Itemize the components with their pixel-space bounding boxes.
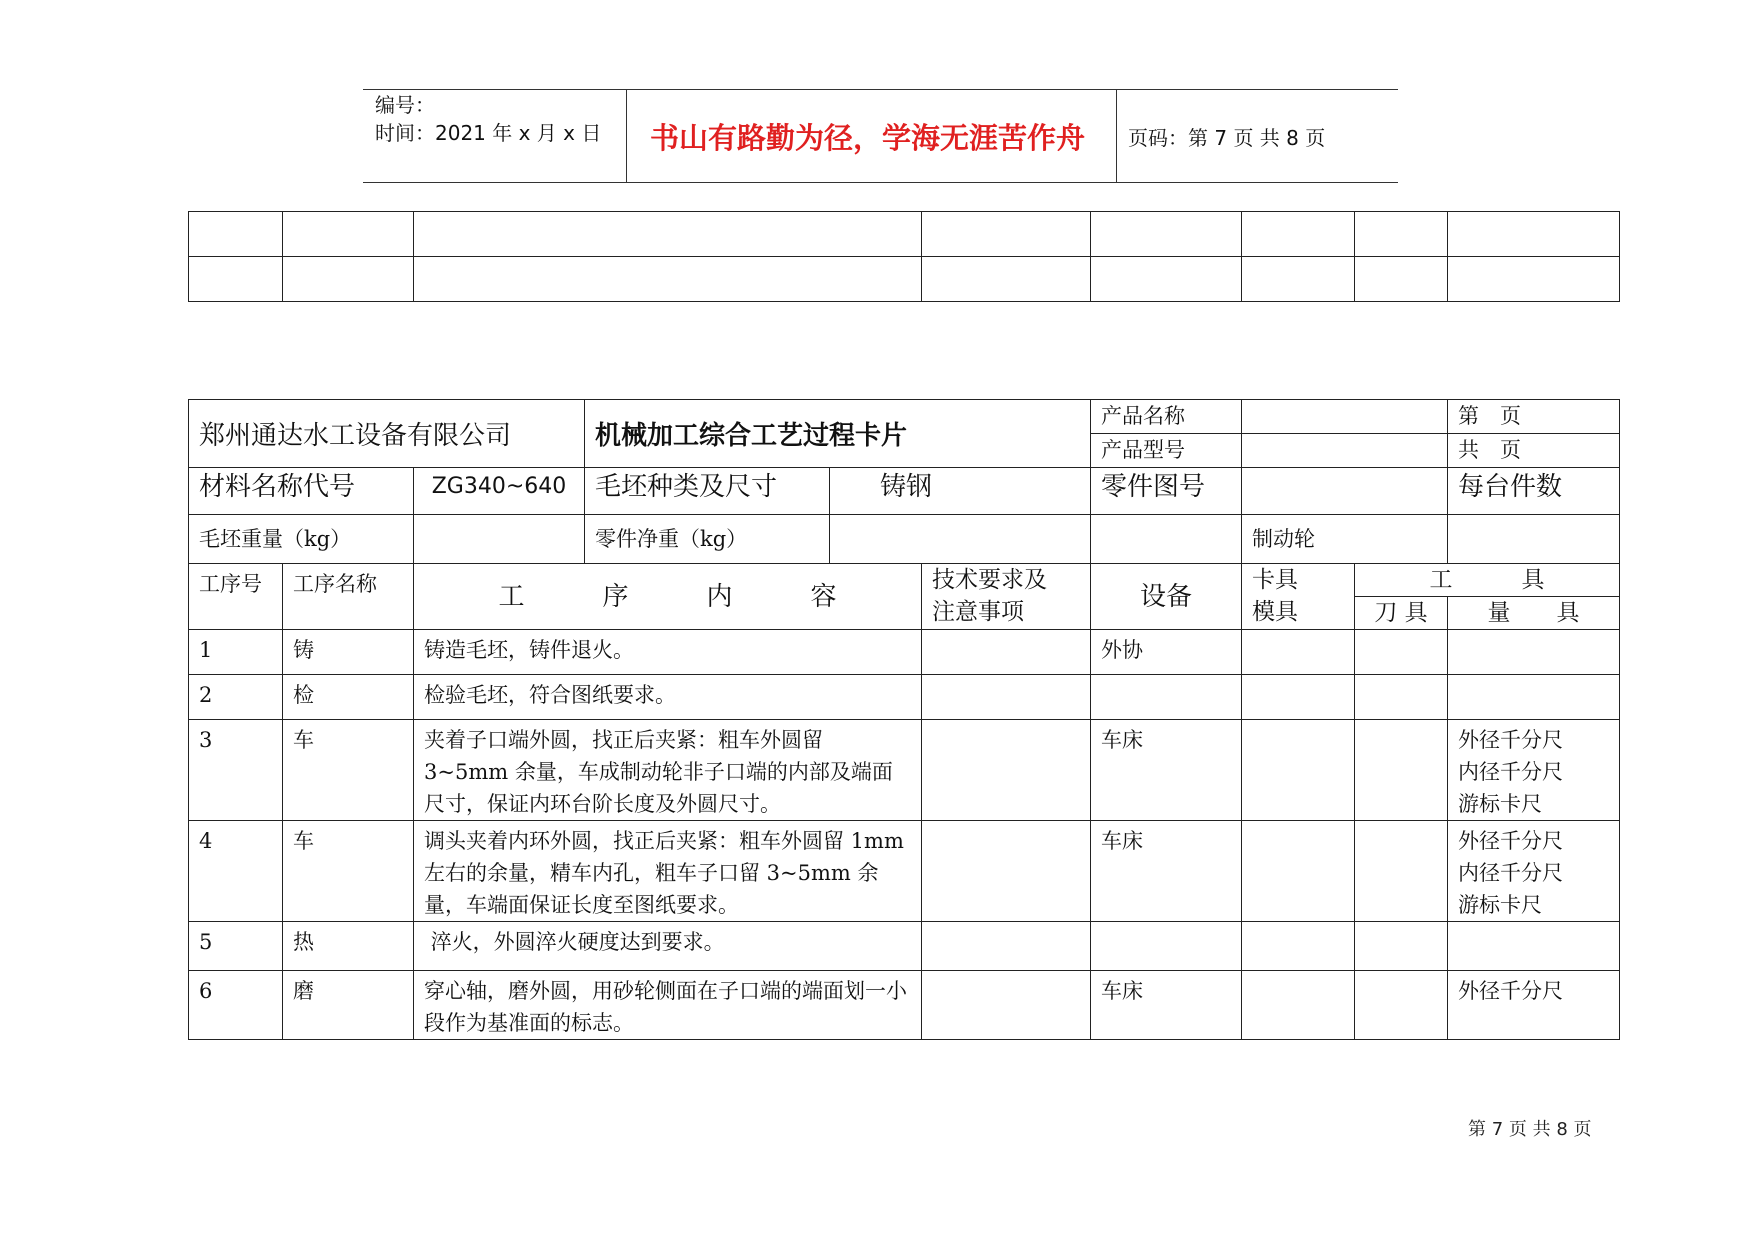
col-header-fixture: 卡具 模具 xyxy=(1242,564,1355,630)
row-name: 车 xyxy=(283,821,414,922)
row-content: 夹着子口端外圆，找正后夹紧：粗车外圆留 3~5mm 余量，车成制动轮非子口端的内部及端面尺寸，保证内环台阶长度及外圆尺寸。 xyxy=(414,720,922,821)
row-equip xyxy=(1091,922,1242,971)
row-tech xyxy=(922,922,1091,971)
row-seq: 2 xyxy=(189,675,283,720)
blank-cell xyxy=(283,257,414,302)
table-row xyxy=(189,922,1620,971)
blank-cell xyxy=(1355,257,1448,302)
row-name: 车 xyxy=(283,720,414,821)
row-cutter xyxy=(1355,675,1448,720)
row-name: 检 xyxy=(283,675,414,720)
blank-weight-value xyxy=(414,515,585,564)
product-name-label: 产品名称 xyxy=(1091,400,1242,434)
row-fixture xyxy=(1242,720,1355,821)
blank-cell xyxy=(1448,212,1620,257)
company-name: 郑州通达水工设备有限公司 xyxy=(189,400,585,468)
row-cutter xyxy=(1355,630,1448,675)
header-top-rule xyxy=(363,89,1398,90)
row-equip: 车床 xyxy=(1091,821,1242,922)
row-fixture xyxy=(1242,630,1355,675)
row-seq: 3 xyxy=(189,720,283,821)
blank-cell xyxy=(922,212,1091,257)
footer-page-info: 第 7 页 共 8 页 xyxy=(1468,1119,1592,1140)
header-motto: 书山有路勤为径，学海无涯苦作舟 xyxy=(650,121,1086,155)
blank-cell xyxy=(283,212,414,257)
row-equip: 车床 xyxy=(1091,971,1242,1040)
row-seq: 5 xyxy=(189,922,283,971)
blank-table xyxy=(188,211,1620,302)
blank-cell xyxy=(1091,212,1242,257)
blank-row xyxy=(189,257,1620,302)
card-title: 机械加工综合工艺过程卡片 xyxy=(585,400,1091,468)
blank-cell xyxy=(414,212,922,257)
per-unit-label: 每台件数 xyxy=(1448,468,1620,515)
blank-cell xyxy=(1355,212,1448,257)
header-page-info: 页码：第 7 页 共 8 页 xyxy=(1128,126,1326,150)
col-header-equip: 设备 xyxy=(1091,564,1242,630)
blank-row xyxy=(189,212,1620,257)
row-fixture xyxy=(1242,821,1355,922)
header-divider-right xyxy=(1116,89,1117,183)
row-equip xyxy=(1091,675,1242,720)
col-header-cutter: 刀 具 xyxy=(1355,597,1448,630)
row-gauge xyxy=(1448,630,1620,675)
page-no-label: 第 页 xyxy=(1448,400,1620,434)
row-tech xyxy=(922,821,1091,922)
row-tech xyxy=(922,971,1091,1040)
row-content: 调头夹着内环外圆，找正后夹紧：粗车外圆留 1mm 左右的余量，精车内孔，粗车子口留 3~5mm 余量，车端面保证长度至图纸要求。 xyxy=(414,821,922,922)
blank-cell xyxy=(1448,257,1620,302)
blank-cell xyxy=(1242,257,1355,302)
header-divider-left xyxy=(626,89,627,183)
blank-cell xyxy=(189,212,283,257)
row-tech xyxy=(922,675,1091,720)
row-fixture xyxy=(1242,971,1355,1040)
net-weight-value xyxy=(830,515,1091,564)
col-header-tools: 工 具 xyxy=(1355,564,1620,597)
table-row xyxy=(189,971,1620,1040)
row-gauge: 外径千分尺 内径千分尺 游标卡尺 xyxy=(1448,821,1620,922)
row-tech xyxy=(922,720,1091,821)
part-name-value: 制动轮 xyxy=(1242,515,1448,564)
header-bottom-rule xyxy=(363,182,1398,183)
material-value: ZG340~640 xyxy=(414,468,585,515)
product-model-label: 产品型号 xyxy=(1091,434,1242,468)
net-weight-label: 零件净重（kg） xyxy=(585,515,830,564)
table-row xyxy=(189,630,1620,675)
material-label: 材料名称代号 xyxy=(189,468,414,515)
col-header-seq: 工序号 xyxy=(189,564,283,630)
row-fixture xyxy=(1242,675,1355,720)
blank-cell xyxy=(1091,257,1242,302)
row-content: 检验毛坯，符合图纸要求。 xyxy=(414,675,922,720)
row-cutter xyxy=(1355,821,1448,922)
row-seq: 1 xyxy=(189,630,283,675)
row-fixture xyxy=(1242,922,1355,971)
col-header-tech: 技术要求及 注意事项 xyxy=(922,564,1091,630)
col-header-gauge: 量 具 xyxy=(1448,597,1620,630)
row-gauge: 外径千分尺 xyxy=(1448,971,1620,1040)
row-seq: 6 xyxy=(189,971,283,1040)
row-cutter xyxy=(1355,720,1448,821)
blank-type-value: 铸钢 xyxy=(830,468,1091,515)
row-content: 穿心轴，磨外圆，用砂轮侧面在子口端的端面划一小段作为基准面的标志。 xyxy=(414,971,922,1040)
col-header-content: 工 序 内 容 xyxy=(414,564,922,630)
row-name: 磨 xyxy=(283,971,414,1040)
process-card-table xyxy=(188,399,1620,1040)
row-equip: 车床 xyxy=(1091,720,1242,821)
table-row xyxy=(189,675,1620,720)
part-drawing-value xyxy=(1242,468,1448,515)
blank-cell xyxy=(922,257,1091,302)
part-drawing-no-value xyxy=(1091,515,1242,564)
row-seq: 4 xyxy=(189,821,283,922)
row-cutter xyxy=(1355,971,1448,1040)
blank-weight-label: 毛坯重量（kg） xyxy=(189,515,414,564)
product-name-value xyxy=(1242,400,1448,434)
row-gauge: 外径千分尺 内径千分尺 游标卡尺 xyxy=(1448,720,1620,821)
row-equip: 外协 xyxy=(1091,630,1242,675)
row-name: 铸 xyxy=(283,630,414,675)
col-header-name: 工序名称 xyxy=(283,564,414,630)
row-content: 淬火，外圆淬火硬度达到要求。 xyxy=(414,922,922,971)
header-time-label: 时间：2021 年 x 月 x 日 xyxy=(375,121,602,145)
product-model-value xyxy=(1242,434,1448,468)
page-total-label: 共 页 xyxy=(1448,434,1620,468)
row-tech xyxy=(922,630,1091,675)
row-gauge xyxy=(1448,922,1620,971)
blank-cell xyxy=(189,257,283,302)
per-unit-value xyxy=(1448,515,1620,564)
row-cutter xyxy=(1355,922,1448,971)
row-name: 热 xyxy=(283,922,414,971)
header-number-label: 编号： xyxy=(375,93,435,117)
part-drawing-label: 零件图号 xyxy=(1091,468,1242,515)
row-gauge xyxy=(1448,675,1620,720)
blank-cell xyxy=(1242,212,1355,257)
row-content: 铸造毛坯，铸件退火。 xyxy=(414,630,922,675)
blank-type-label: 毛坯种类及尺寸 xyxy=(585,468,830,515)
table-row xyxy=(189,821,1620,922)
blank-cell xyxy=(414,257,922,302)
table-row xyxy=(189,720,1620,821)
